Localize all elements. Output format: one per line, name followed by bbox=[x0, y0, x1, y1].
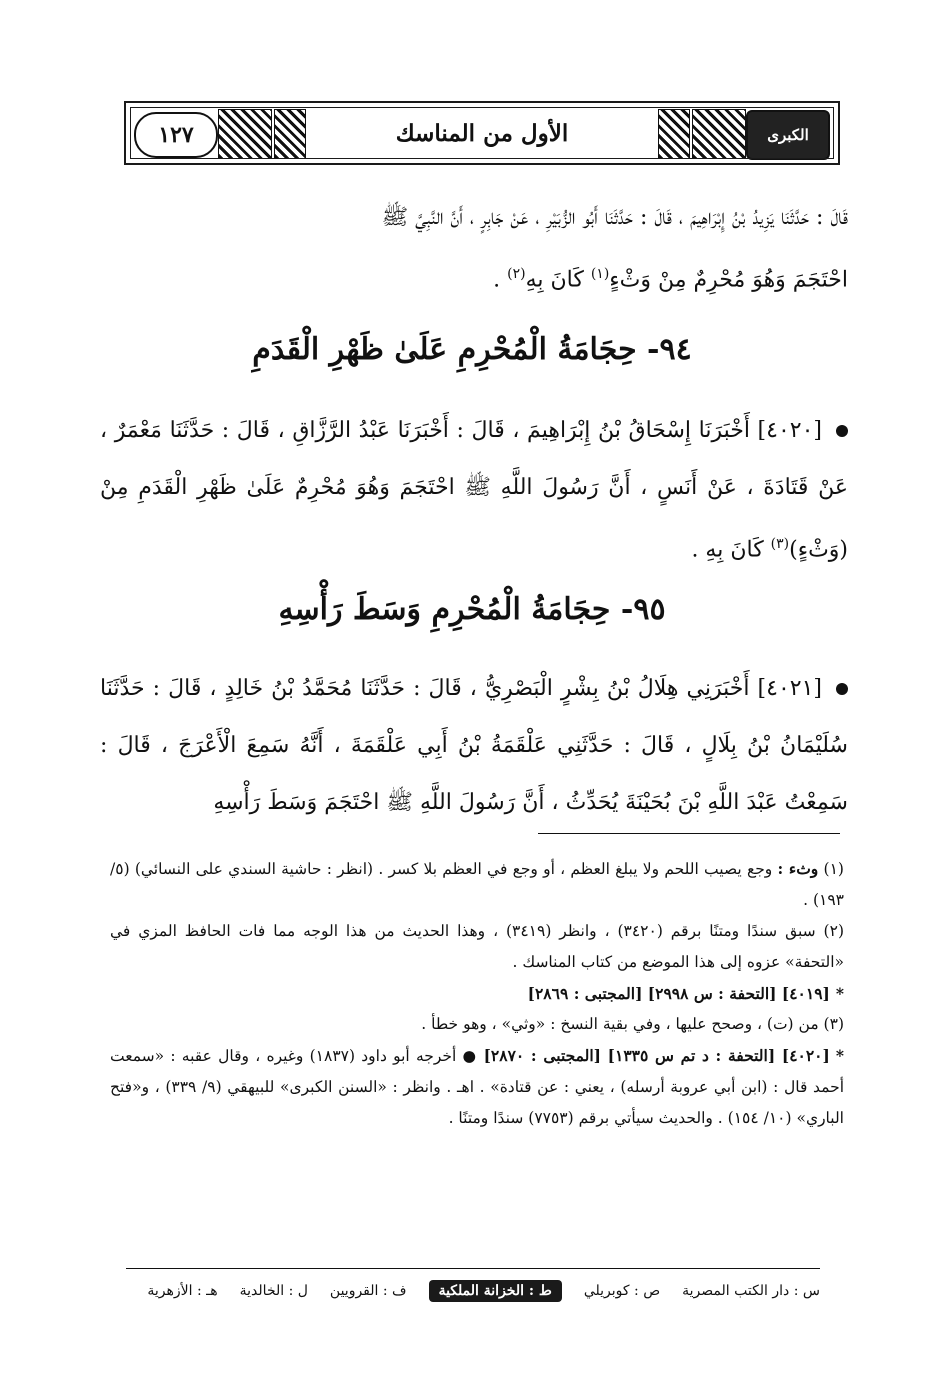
header-ornament-left bbox=[218, 109, 272, 159]
legend-item: ص : كوبريلي bbox=[583, 1283, 661, 1299]
footnote-1-number: (١) bbox=[823, 860, 844, 878]
footnote-ref-3: (٣) bbox=[770, 536, 790, 552]
manuscript-legend bbox=[147, 1276, 820, 1306]
line2-text-a: احْتَجَمَ وَهُوَ مُحْرِمٌ مِنْ وَثْءٍ bbox=[609, 267, 848, 293]
hadith-4020-text-b: كَانَ بِهِ . bbox=[691, 537, 771, 563]
book-logo: الكبرى bbox=[746, 110, 830, 160]
section-94-heading: ٩٤- حِجَامَةُ الْمُحْرِمِ عَلَىٰ ظَهْرِ الْقَدَمِ bbox=[252, 332, 692, 367]
bullet-icon bbox=[836, 425, 848, 437]
legend-rule bbox=[126, 1268, 820, 1269]
legend-item: هـ : الأزهرية bbox=[147, 1283, 218, 1299]
legend-item: ل : الخالدية bbox=[239, 1283, 308, 1299]
footnote-ref-1: (١) bbox=[590, 266, 610, 282]
legend-item-highlighted: ط : الخزانة الملكية bbox=[429, 1280, 562, 1302]
reference-4020 bbox=[110, 1040, 844, 1134]
hadith-4020 bbox=[100, 402, 848, 578]
top-paragraph bbox=[100, 189, 848, 308]
top-paragraph-line2 bbox=[100, 246, 848, 308]
footnote-1-term: وثء : bbox=[777, 859, 819, 878]
legend-item: س : دار الكتب المصرية bbox=[682, 1283, 820, 1299]
footnote-1 bbox=[110, 853, 844, 916]
footnote-ref-2: (٢) bbox=[507, 266, 526, 282]
line2-text-c: . bbox=[493, 267, 508, 293]
header-ornament-right bbox=[692, 109, 746, 159]
page-header bbox=[124, 101, 840, 165]
hadith-4021 bbox=[100, 660, 848, 831]
star-icon: * bbox=[835, 984, 844, 1003]
legend-item: ف : القرويين bbox=[329, 1283, 407, 1299]
top-paragraph-line1: قَالَ : حَدَّثَنَا يَزِيدُ بْنُ إِبْرَاهِيمَ ، قَالَ : حَدَّثَنَا أَبُو الزُّبَيْرِ ، عَنْ جَابِرٍ ، أَنَّ النَّبِيَّ ﷺ bbox=[381, 205, 848, 230]
hadith-4020-text-a: [٤٠٢٠] أَخْبَرَنَا إِسْحَاقُ بْنُ إِبْرَاهِيمَ ، قَالَ : أَخْبَرَنَا عَبْدُ الرَّزَّاقِ ، قَالَ : حَدَّثَنَا مَعْمَرٌ ، عَنْ قَتَادَةَ ، عَنْ أَنَسٍ ، أَنَّ رَسُولَ اللَّهِ ﷺ احْتَجَمَ وَهُوَ مُحْرِمٌ عَلَىٰ ظَهْرِ الْقَدَمِ مِنْ (وَثْءٍ) bbox=[100, 418, 848, 563]
bullet-icon bbox=[836, 683, 848, 695]
footnote-1-text: وجع يصيب اللحم ولا يبلغ العظم ، أو وجع في العظم بلا كسر . (انظر : حاشية السندي على النسائي) (٥/ ١٩٣) . bbox=[110, 860, 844, 909]
footnote-divider bbox=[538, 833, 840, 834]
star-icon: * bbox=[835, 1046, 844, 1065]
header-title: الأول من المناسك bbox=[395, 119, 569, 147]
header-ornament-mid-right bbox=[658, 109, 690, 159]
footnote-3: (٣) من (ت) ، وصحح عليها ، وفي بقية النسخ : «وثي» ، وهو خطأ . bbox=[421, 1015, 844, 1033]
section-95-heading: ٩٥- حِجَامَةُ الْمُحْرِمِ وَسَطَ رَأْسِهِ bbox=[278, 592, 666, 627]
page-number: ١٢٧ bbox=[134, 112, 218, 158]
footnote-2: (٢) سبق سندًا ومتنًا برقم (٣٤٢٠) ، وانظر (٣٤١٩) ، وهذا الحديث من هذا الوجه مما فات الحافظ المزي في «التحفة» عزوه إلى هذا الموضع من كتاب المناسك . bbox=[110, 922, 844, 971]
hadith-4021-text: [٤٠٢١] أَخْبَرَنِي هِلَالُ بْنُ بِشْرٍ الْبَصْرِيُّ ، قَالَ : حَدَّثَنَا مُحَمَّدُ بْنُ خَالِدٍ ، قَالَ : حَدَّثَنَا سُلَيْمَانُ بْنُ بِلَالٍ ، قَالَ : حَدَّثَنِي عَلْقَمَةُ بْنُ أَبِي عَلْقَمَةَ ، أَنَّهُ سَمِعَ الْأَعْرَجَ ، قَالَ : سَمِعْتُ عَبْدَ اللَّهِ بْنَ بُحَيْنَةَ يُحَدِّثُ ، أَنَّ رَسُولَ اللَّهِ ﷺ احْتَجَمَ وَسَطَ رَأْسِهِ bbox=[100, 676, 848, 815]
footnotes bbox=[110, 853, 844, 1134]
bullet-icon: ● bbox=[462, 1047, 478, 1065]
reference-4019 bbox=[110, 978, 844, 1009]
header-ornament-mid-left bbox=[274, 109, 306, 159]
reference-4020-codes: [٤٠٢٠] [التحفة : د تم س ١٣٣٥] [المجتبى : ٢٨٧٠] bbox=[483, 1046, 830, 1065]
reference-4019-text: [٤٠١٩] [التحفة : س ٢٩٩٨] [المجتبى : ٢٨٦٩] bbox=[527, 984, 830, 1003]
line2-text-b: كَانَ بِهِ bbox=[525, 267, 591, 293]
reference-4020-text: أخرجه أبو داود (١٨٣٧) وغيره ، وقال عقبه : «سمعت أحمد قال : (ابن أبي عروبة أرسله) ، يعني : عن قتادة» . اهـ . وانظر : «السنن الكبرى» للبيهقي (٩/ ٣٣٩) ، و«فتح الباري» (١٠/ ١٥٤) . والحديث سيأتي برقم (٧٧٥٣) سندًا ومتنًا . bbox=[110, 1047, 844, 1127]
